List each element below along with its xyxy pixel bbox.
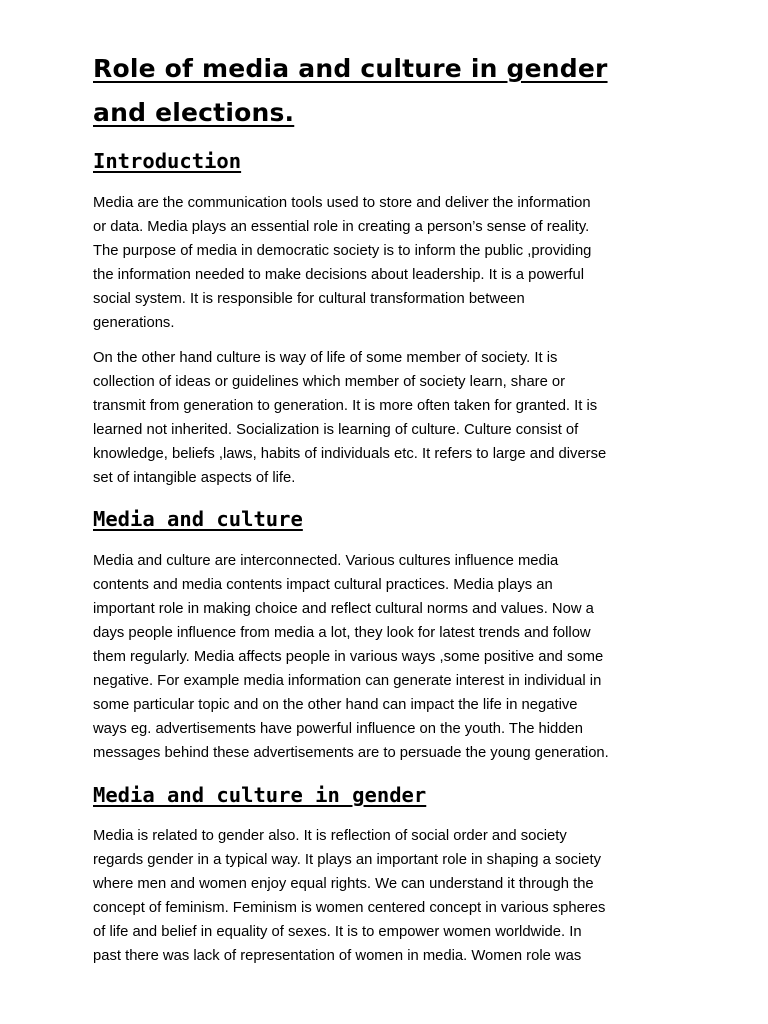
text-line: some particular topic and on the other hand can impact the life in negative xyxy=(93,697,578,713)
section-heading-media-and-culture: Media and culture xyxy=(93,507,303,531)
text-line: Media are the communication tools used to store and deliver the information xyxy=(93,195,591,211)
text-line: learned not inherited. Socialization is learning of culture. Culture consist of xyxy=(93,422,579,438)
text-line: important role in making choice and reflect cultural norms and values. Now a xyxy=(93,601,594,617)
text-line: collection of ideas or guidelines which member of society learn, share or xyxy=(93,374,566,390)
media-and-culture-in-gender-paragraph xyxy=(93,824,683,968)
text-line: generations. xyxy=(93,315,175,331)
title-line: and elections. xyxy=(93,98,295,127)
title-line: Role of media and culture in gender xyxy=(93,54,608,83)
text-line: them regularly. Media affects people in various ways ,some positive and some xyxy=(93,649,604,665)
text-line: concept of feminism. Feminism is women centered concept in various spheres xyxy=(93,900,606,916)
section-heading-media-and-culture-in-gender: Media and culture in gender xyxy=(93,783,427,807)
text-line: where men and women enjoy equal rights. We can understand it through the xyxy=(93,876,594,892)
text-line: regards gender in a typical way. It plays an important role in shaping a society xyxy=(93,852,602,868)
text-line: past there was lack of representation of women in media. Women role was xyxy=(93,948,582,964)
text-line: transmit from generation to generation. It is more often taken for granted. It is xyxy=(93,398,598,414)
text-line: messages behind these advertisements are to persuade the young generation. xyxy=(93,745,609,761)
text-line: set of intangible aspects of life. xyxy=(93,470,296,486)
text-line: ways eg. advertisements have powerful influence on the youth. The hidden xyxy=(93,721,583,737)
text-line: days people influence from media a lot, they look for latest trends and follow xyxy=(93,625,591,641)
section-heading-introduction: Introduction xyxy=(93,149,242,173)
text-line: On the other hand culture is way of life of some member of society. It is xyxy=(93,350,558,366)
introduction-paragraph-2 xyxy=(93,346,683,490)
text-line: The purpose of media in democratic society is to inform the public ,providing xyxy=(93,243,592,259)
text-line: contents and media contents impact cultural practices. Media plays an xyxy=(93,577,553,593)
text-line: Media and culture are interconnected. Various cultures influence media xyxy=(93,553,559,569)
introduction-paragraph-1 xyxy=(93,191,683,335)
text-line: knowledge, beliefs ,laws, habits of individuals etc. It refers to large and diverse xyxy=(93,446,607,462)
document-title xyxy=(93,47,713,135)
text-line: Media is related to gender also. It is reflection of social order and society xyxy=(93,828,567,844)
text-line: or data. Media plays an essential role in creating a person’s sense of reality. xyxy=(93,219,590,235)
text-line: of life and belief in equality of sexes. It is to empower women worldwide. In xyxy=(93,924,582,940)
text-line: negative. For example media information can generate interest in individual in xyxy=(93,673,602,689)
text-line: the information needed to make decisions about leadership. It is a powerful xyxy=(93,267,585,283)
text-line: social system. It is responsible for cultural transformation between xyxy=(93,291,525,307)
media-and-culture-paragraph xyxy=(93,549,683,765)
